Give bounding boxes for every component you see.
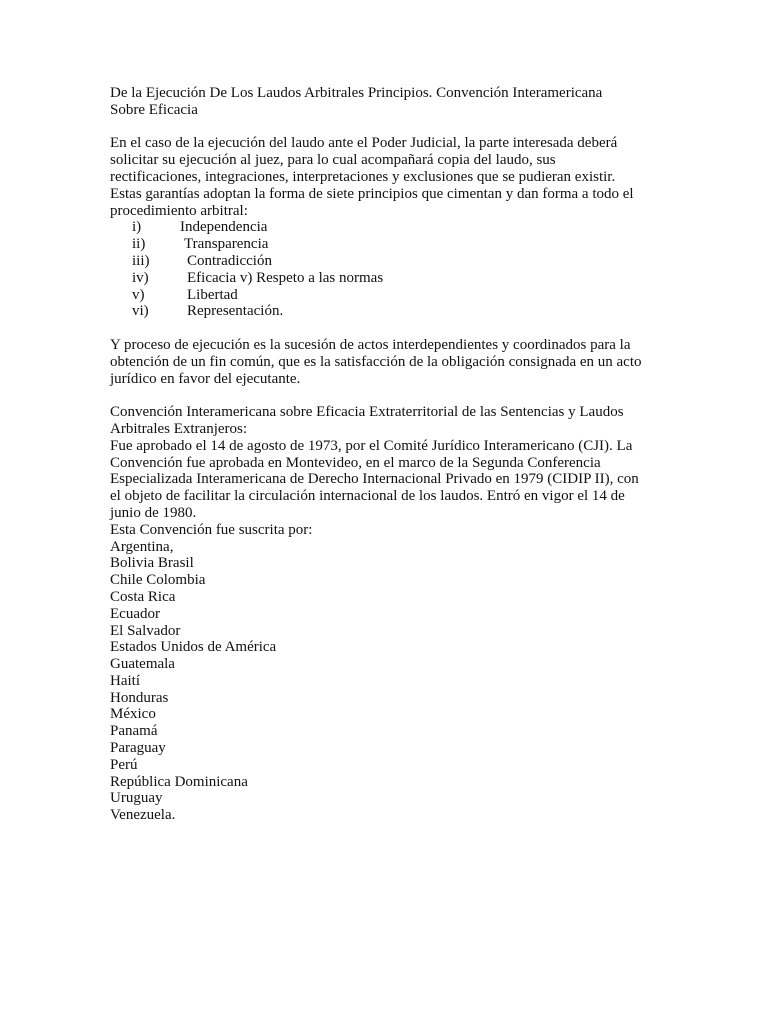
convention-line: Arbitrales Extranjeros: (110, 420, 248, 437)
process-line: jurídico en favor del ejecutante. (110, 370, 301, 387)
country-item: Haití (110, 672, 140, 689)
principle-item (110, 219, 665, 236)
paragraph-gap (110, 387, 665, 404)
country-item: República Dominicana (110, 773, 248, 790)
country-item: Bolivia Brasil (110, 555, 194, 572)
convention-line: Convención Interamericana sobre Eficacia Extraterritorial de las Sentencias y Laudos (110, 404, 624, 421)
principle-text: Contradicción (187, 252, 272, 269)
country-item: Venezuela. (110, 807, 176, 824)
countries-list (110, 539, 665, 825)
principle-item (110, 236, 665, 253)
document-title (110, 85, 665, 119)
principles-list (110, 219, 665, 320)
intro-line: En el caso de la ejecución del laudo ante el Poder Judicial, la parte interesada deberá (110, 135, 618, 152)
principle-number: v) (132, 286, 145, 303)
principle-item (110, 270, 665, 287)
convention-line: Fue aprobado el 14 de agosto de 1973, por el Comité Jurídico Interamericano (CJI). La (110, 437, 633, 454)
principle-number: vi) (132, 303, 149, 320)
principle-text: Eficacia v) Respeto a las normas (187, 269, 384, 286)
country-item: Uruguay (110, 790, 163, 807)
intro-paragraph (110, 135, 665, 219)
country-item: Guatemala (110, 656, 175, 673)
country-item: Panamá (110, 723, 158, 740)
paragraph-gap (110, 119, 665, 136)
convention-line: Convención fue aprobada en Montevideo, en el marco de la Segunda Conferencia (110, 454, 601, 471)
principle-item (110, 303, 665, 320)
country-item: Paraguay (110, 740, 166, 757)
principle-text: Representación. (187, 303, 284, 320)
convention-paragraph (110, 404, 665, 538)
country-item: Ecuador (110, 605, 160, 622)
country-item: Honduras (110, 689, 169, 706)
country-item: El Salvador (110, 622, 181, 639)
title-line: Sobre Eficacia (110, 101, 198, 118)
convention-line: junio de 1980. (110, 504, 197, 521)
country-item: Perú (110, 756, 138, 773)
country-item: Costa Rica (110, 588, 176, 605)
country-item: Chile Colombia (110, 572, 206, 589)
paragraph-gap (110, 320, 665, 337)
principle-text: Transparencia (184, 236, 269, 253)
principle-item (110, 287, 665, 304)
convention-line: el objeto de facilitar la circulación internacional de los laudos. Entró en vigor el 14 de (110, 488, 625, 505)
intro-line: solicitar su ejecución al juez, para lo cual acompañará copia del laudo, sus (110, 152, 556, 169)
country-item: México (110, 706, 156, 723)
intro-line: rectificaciones, integraciones, interpretaciones y exclusiones que se pudieran existir. (110, 168, 616, 185)
principle-number: iv) (132, 269, 149, 286)
principle-item (110, 253, 665, 270)
process-line: obtención de un fin común, que es la satisfacción de la obligación consignada en un acto (110, 353, 642, 370)
process-paragraph (110, 337, 665, 387)
document-body (110, 85, 665, 824)
principle-number: i) (132, 219, 142, 236)
principle-number: ii) (132, 236, 146, 253)
country-item: Argentina, (110, 538, 174, 555)
intro-line: Estas garantías adoptan la forma de siete principios que cimentan y dan forma a todo el (110, 185, 634, 202)
principle-text: Independencia (180, 219, 268, 236)
convention-line: Especializada Interamericana de Derecho Internacional Privado en 1979 (CIDIP II), con (110, 471, 639, 488)
convention-line: Esta Convención fue suscrita por: (110, 521, 313, 538)
principle-text: Libertad (187, 286, 238, 303)
country-item: Estados Unidos de América (110, 639, 277, 656)
principle-number: iii) (132, 252, 150, 269)
title-line: De la Ejecución De Los Laudos Arbitrales Principios. Convención Interamericana (110, 85, 603, 101)
intro-line: procedimiento arbitral: (110, 202, 248, 219)
process-line: Y proceso de ejecución es la sucesión de actos interdependientes y coordinados para la (110, 336, 631, 353)
